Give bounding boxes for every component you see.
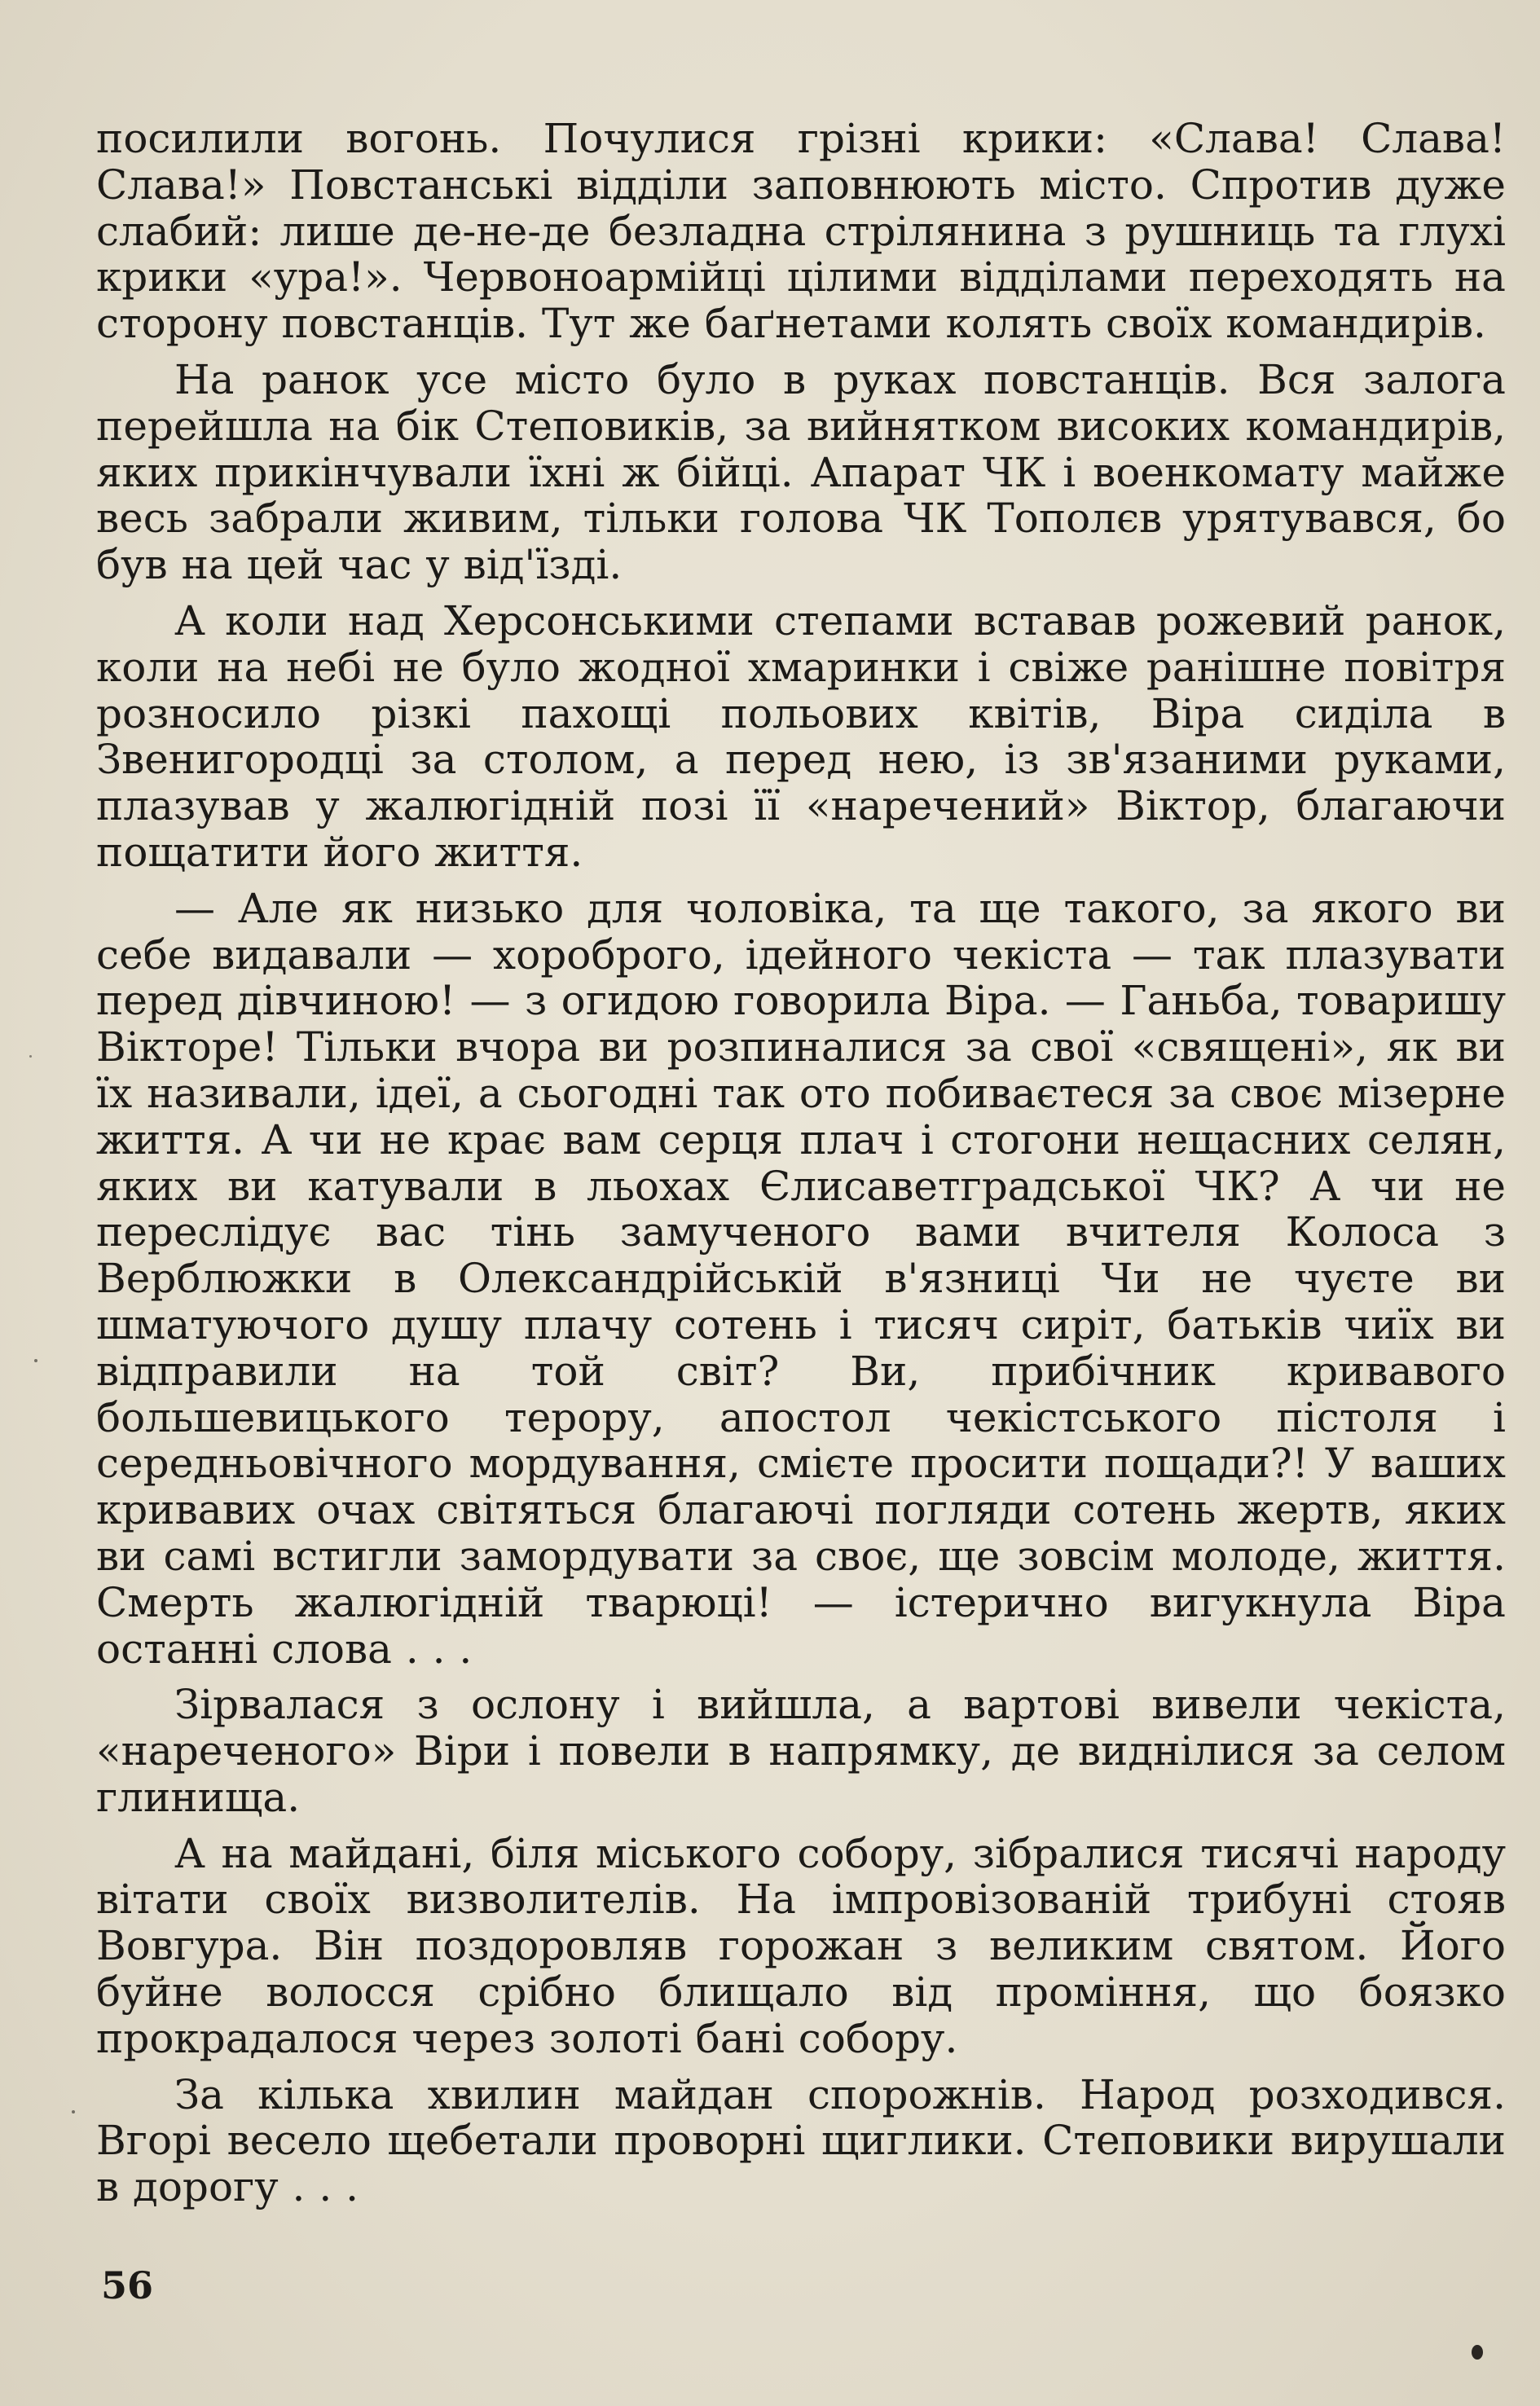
paragraph: — Але як низько для чоловіка, та ще такого, за якого ви себе видавали — хороброго, ідейного чекіста — так плазувати перед дівчиною! — з огидою говорила Віра. — Ганьба, товаришу Вікторе! Тільки вчора ви розпиналися за свої «священі», як ви їх називали, ідеї, а сьогодні так ото побиваєтеся за своє мізерне життя. А чи не крає вам серця плач і стогони нещасних селян, яких ви катували в льохах Єлисаветградської ЧК? А чи не переслідує вас тінь замученого вами вчителя Колоса з Верблюжки в Олександрійській в'язниці Чи не чуєте ви шматуючого душу плачу сотень і тисяч сиріт, батьків чиїх ви відправили на той світ? Ви, прибічник кривавого большевицького терору, апостол чекістського пістоля і середньовічного мордування, смієте просити пощади?! У ваших кривавих очах світяться благаючі погляди сотень жертв, яких ви самі встигли замордувати за своє, ще зовсім молоде, життя. Смерть жалюгідній тварюці! — істерично вигукнула Віра останні слова . . . xyxy=(96,884,1506,1673)
paragraph: Зірвалася з ослону і вийшла, а вартові вивели чекіста, «нареченого» Віри і повели в напрямку, де виднілися за селом глинища. xyxy=(96,1681,1506,1821)
paragraph: А коли над Херсонськими степами вставав рожевий ранок, коли на небі не було жодної хмаринки і свіже ранішне повітря розносило різкі пахощі польових квітів, Віра сиділа в Звенигородці за столом, а перед нею, із зв'язаними руками, плазував у жалюгідній позі її «наречений» Віктор, благаючи пощатити його життя. xyxy=(96,596,1506,876)
paragraph: На ранок усе місто було в руках повстанців. Вся залога перейшла на бік Степовиків, за вийнятком високих командирів, яких прикінчували їхні ж бійці. Апарат ЧК і военкомату майже весь забрали живим, тільки голова ЧК Тополєв урятувався, бо був на цей час у від'їзді. xyxy=(96,355,1506,589)
paper-speck xyxy=(29,1055,32,1058)
page-number: 56 xyxy=(101,2263,154,2307)
paragraph: За кілька хвилин майдан спорожнів. Народ розходився. Вгорі весело щебетали проворні щиглики. Степовики вирушали в дорогу . . . xyxy=(96,2070,1506,2211)
page-body-text xyxy=(96,116,1506,2220)
paragraph: А на майдані, біля міського собору, зібралися тисячі народу вітати своїх визволителів. На імпровізованій трибуні стояв Вовгура. Він поздоровляв горожан з великим святом. Його буйне волосся срібно блищало від проміння, що боязко прокрадалося через золоті бані собору. xyxy=(96,1829,1506,2062)
paper-speck xyxy=(34,1359,37,1362)
paragraph: посилили вогонь. Почулися грізні крики: «Слава! Слава! Слава!» Повстанські відділи заповнюють місто. Спротив дуже слабий: лише де-не-де безладна стрілянина з рушниць та глухі крики «ура!». Червоноармійці цілими відділами переходять на сторону повстанців. Тут же баґнетами колять своїх командирів. xyxy=(96,115,1506,348)
paper-speck xyxy=(1472,2345,1483,2360)
paper-speck xyxy=(72,2110,75,2113)
